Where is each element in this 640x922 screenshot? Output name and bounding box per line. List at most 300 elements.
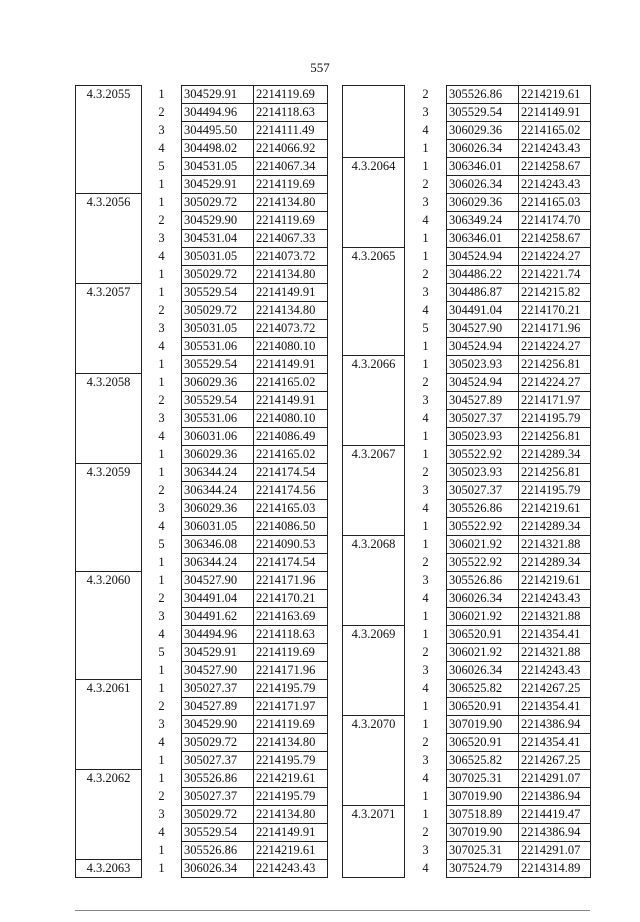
y-coordinate: 2214321.88: [519, 536, 591, 554]
x-coordinate: 305522.92: [447, 446, 519, 464]
table-row: [76, 482, 328, 500]
y-coordinate: 2214134.80: [254, 302, 328, 320]
x-coordinate: 306021.92: [447, 608, 519, 626]
y-coordinate: 2214086.50: [254, 518, 328, 536]
table-row: [343, 320, 591, 338]
point-number: 4: [405, 410, 447, 428]
point-number: 1: [142, 374, 182, 392]
y-coordinate: 2214165.02: [254, 374, 328, 392]
y-coordinate: 2214354.41: [519, 698, 591, 716]
table-row: [343, 302, 591, 320]
y-coordinate: 2214171.97: [254, 698, 328, 716]
table-row: [343, 122, 591, 140]
table-row: [76, 590, 328, 608]
point-number: 2: [142, 212, 182, 230]
x-coordinate: 306029.36: [182, 374, 254, 392]
y-coordinate: 2214219.61: [519, 500, 591, 518]
point-number: 1: [142, 446, 182, 464]
parcel-id: [76, 608, 142, 626]
point-number: 1: [405, 248, 447, 266]
table-row: [343, 626, 591, 644]
y-coordinate: 2214119.69: [254, 176, 328, 194]
parcel-id: [343, 410, 405, 428]
parcel-id: [76, 554, 142, 572]
parcel-id: [343, 374, 405, 392]
table-row: [76, 554, 328, 572]
parcel-id: [343, 428, 405, 446]
table-row: [76, 536, 328, 554]
x-coordinate: 306029.36: [447, 122, 519, 140]
parcel-id: [343, 860, 405, 878]
x-coordinate: 304494.96: [182, 104, 254, 122]
x-coordinate: 306344.24: [182, 554, 254, 572]
x-coordinate: 306026.34: [182, 860, 254, 878]
x-coordinate: 305029.72: [182, 806, 254, 824]
table-row: [343, 824, 591, 842]
parcel-id: [343, 284, 405, 302]
x-coordinate: 304524.94: [447, 248, 519, 266]
y-coordinate: 2214118.63: [254, 626, 328, 644]
table-row: [76, 374, 328, 392]
table-row: [343, 536, 591, 554]
table-row: [343, 572, 591, 590]
parcel-id: [343, 752, 405, 770]
point-number: 1: [405, 338, 447, 356]
y-coordinate: 2214354.41: [519, 626, 591, 644]
table-row: [76, 176, 328, 194]
parcel-id: [343, 338, 405, 356]
table-row: [76, 860, 328, 878]
y-coordinate: 2214267.25: [519, 752, 591, 770]
point-number: 1: [142, 176, 182, 194]
parcel-id: 4.3.2059: [76, 464, 142, 482]
point-number: 1: [142, 662, 182, 680]
x-coordinate: 307019.90: [447, 716, 519, 734]
point-number: 1: [405, 446, 447, 464]
point-number: 1: [405, 428, 447, 446]
x-coordinate: 307518.89: [447, 806, 519, 824]
point-number: 3: [142, 500, 182, 518]
point-number: 3: [142, 230, 182, 248]
point-number: 4: [405, 500, 447, 518]
table-row: [343, 230, 591, 248]
x-coordinate: 306520.91: [447, 698, 519, 716]
point-number: 3: [405, 842, 447, 860]
point-number: 1: [142, 266, 182, 284]
table-row: [343, 680, 591, 698]
point-number: 4: [142, 824, 182, 842]
y-coordinate: 2214086.49: [254, 428, 328, 446]
table-row: [76, 104, 328, 122]
table-row: [343, 410, 591, 428]
point-number: 2: [142, 104, 182, 122]
table-row: [76, 734, 328, 752]
table-row: [343, 554, 591, 572]
point-number: 1: [142, 554, 182, 572]
point-number: 3: [405, 482, 447, 500]
x-coordinate: 304527.89: [447, 392, 519, 410]
y-coordinate: 2214219.61: [254, 770, 328, 788]
table-row: [76, 158, 328, 176]
parcel-id: [76, 356, 142, 374]
parcel-id: [76, 716, 142, 734]
coordinates-table-right: [342, 85, 591, 878]
x-coordinate: 305526.86: [182, 770, 254, 788]
y-coordinate: 2214090.53: [254, 536, 328, 554]
table-row: [76, 518, 328, 536]
parcel-id: [343, 86, 405, 104]
parcel-id: [343, 266, 405, 284]
x-coordinate: 305522.92: [447, 554, 519, 572]
y-coordinate: 2214224.27: [519, 374, 591, 392]
parcel-id: [76, 248, 142, 266]
parcel-id: [76, 212, 142, 230]
parcel-id: [343, 518, 405, 536]
x-coordinate: 306026.34: [447, 590, 519, 608]
table-row: [76, 86, 328, 104]
y-coordinate: 2214073.72: [254, 320, 328, 338]
parcel-id: 4.3.2069: [343, 626, 405, 644]
table-row: [76, 842, 328, 860]
y-coordinate: 2214170.21: [519, 302, 591, 320]
table-row: [76, 320, 328, 338]
y-coordinate: 2214258.67: [519, 158, 591, 176]
parcel-id: [343, 644, 405, 662]
point-number: 4: [142, 626, 182, 644]
y-coordinate: 2214267.25: [519, 680, 591, 698]
table-row: [76, 464, 328, 482]
point-number: 3: [405, 392, 447, 410]
parcel-id: [343, 104, 405, 122]
parcel-id: [343, 590, 405, 608]
y-coordinate: 2214149.91: [254, 284, 328, 302]
table-row: [343, 518, 591, 536]
x-coordinate: 305027.37: [182, 752, 254, 770]
parcel-id: [76, 788, 142, 806]
page-number: 557: [310, 60, 330, 75]
y-coordinate: 2214170.21: [254, 590, 328, 608]
table-row: [343, 500, 591, 518]
x-coordinate: 306026.34: [447, 140, 519, 158]
x-coordinate: 306021.92: [447, 536, 519, 554]
x-coordinate: 305027.37: [447, 410, 519, 428]
y-coordinate: 2214134.80: [254, 266, 328, 284]
y-coordinate: 2214386.94: [519, 788, 591, 806]
y-coordinate: 2214165.02: [254, 446, 328, 464]
point-number: 3: [142, 122, 182, 140]
parcel-id: [76, 320, 142, 338]
parcel-id: 4.3.2058: [76, 374, 142, 392]
table-row: [76, 806, 328, 824]
point-number: 4: [142, 338, 182, 356]
point-number: 2: [405, 176, 447, 194]
point-number: 1: [405, 230, 447, 248]
point-number: 1: [405, 788, 447, 806]
table-row: [76, 662, 328, 680]
point-number: 1: [405, 806, 447, 824]
parcel-id: [76, 536, 142, 554]
x-coordinate: 304486.87: [447, 284, 519, 302]
parcel-id: [343, 140, 405, 158]
parcel-id: [76, 176, 142, 194]
table-row: [343, 248, 591, 266]
parcel-id: 4.3.2055: [76, 86, 142, 104]
parcel-id: [343, 698, 405, 716]
x-coordinate: 305029.72: [182, 194, 254, 212]
x-coordinate: 305526.86: [447, 572, 519, 590]
parcel-id: 4.3.2062: [76, 770, 142, 788]
point-number: 1: [142, 194, 182, 212]
parcel-id: [76, 500, 142, 518]
x-coordinate: 304498.02: [182, 140, 254, 158]
table-row: [343, 734, 591, 752]
y-coordinate: 2214256.81: [519, 428, 591, 446]
point-number: 5: [142, 536, 182, 554]
point-number: 2: [405, 266, 447, 284]
parcel-id: 4.3.2063: [76, 860, 142, 878]
y-coordinate: 2214134.80: [254, 194, 328, 212]
y-coordinate: 2214111.49: [254, 122, 328, 140]
y-coordinate: 2214419.47: [519, 806, 591, 824]
y-coordinate: 2214386.94: [519, 716, 591, 734]
point-number: 1: [405, 698, 447, 716]
y-coordinate: 2214291.07: [519, 770, 591, 788]
table-row: [343, 698, 591, 716]
parcel-id: [343, 482, 405, 500]
x-coordinate: 306525.82: [447, 752, 519, 770]
x-coordinate: 305029.72: [182, 302, 254, 320]
x-coordinate: 305526.86: [447, 86, 519, 104]
parcel-id: 4.3.2064: [343, 158, 405, 176]
y-coordinate: 2214314.89: [519, 860, 591, 878]
x-coordinate: 304527.90: [447, 320, 519, 338]
parcel-id: [343, 194, 405, 212]
y-coordinate: 2214215.82: [519, 284, 591, 302]
point-number: 1: [405, 518, 447, 536]
x-coordinate: 305529.54: [447, 104, 519, 122]
x-coordinate: 305529.54: [182, 824, 254, 842]
point-number: 3: [405, 572, 447, 590]
parcel-id: [343, 788, 405, 806]
parcel-id: [76, 698, 142, 716]
table-row: [76, 500, 328, 518]
y-coordinate: 2214134.80: [254, 806, 328, 824]
parcel-id: [343, 464, 405, 482]
parcel-id: 4.3.2061: [76, 680, 142, 698]
x-coordinate: 304491.04: [182, 590, 254, 608]
y-coordinate: 2214119.69: [254, 212, 328, 230]
x-coordinate: 306349.24: [447, 212, 519, 230]
point-number: 3: [142, 320, 182, 338]
point-number: 3: [142, 806, 182, 824]
table-row: [343, 608, 591, 626]
y-coordinate: 2214195.79: [254, 680, 328, 698]
table-row: [343, 266, 591, 284]
table-row: [343, 338, 591, 356]
y-coordinate: 2214080.10: [254, 410, 328, 428]
y-coordinate: 2214171.97: [519, 392, 591, 410]
x-coordinate: 307524.79: [447, 860, 519, 878]
parcel-id: [76, 266, 142, 284]
table-row: [343, 284, 591, 302]
y-coordinate: 2214149.91: [254, 356, 328, 374]
x-coordinate: 304527.89: [182, 698, 254, 716]
x-coordinate: 305029.72: [182, 266, 254, 284]
table-row: [76, 770, 328, 788]
table-row: [76, 284, 328, 302]
parcel-id: [343, 302, 405, 320]
point-number: 3: [142, 410, 182, 428]
table-row: [343, 212, 591, 230]
point-number: 2: [405, 86, 447, 104]
point-number: 4: [142, 428, 182, 446]
table-row: [76, 752, 328, 770]
x-coordinate: 306344.24: [182, 464, 254, 482]
y-coordinate: 2214219.61: [519, 572, 591, 590]
table-row: [76, 698, 328, 716]
point-number: 2: [142, 392, 182, 410]
point-number: 4: [405, 122, 447, 140]
x-coordinate: 306029.36: [182, 446, 254, 464]
point-number: 1: [405, 608, 447, 626]
y-coordinate: 2214134.80: [254, 734, 328, 752]
parcel-id: [76, 446, 142, 464]
table-row: [343, 464, 591, 482]
point-number: 4: [405, 302, 447, 320]
point-number: 3: [405, 194, 447, 212]
x-coordinate: 306520.91: [447, 626, 519, 644]
parcel-id: [76, 122, 142, 140]
parcel-id: [76, 104, 142, 122]
point-number: 3: [405, 752, 447, 770]
parcel-id: 4.3.2071: [343, 806, 405, 824]
y-coordinate: 2214163.69: [254, 608, 328, 626]
point-number: 3: [142, 716, 182, 734]
point-number: 5: [142, 158, 182, 176]
y-coordinate: 2214243.43: [254, 860, 328, 878]
y-coordinate: 2214219.61: [254, 842, 328, 860]
point-number: 4: [405, 860, 447, 878]
parcel-id: 4.3.2060: [76, 572, 142, 590]
x-coordinate: 305531.06: [182, 338, 254, 356]
table-row: [343, 140, 591, 158]
y-coordinate: 2214149.91: [254, 824, 328, 842]
table-row: [76, 716, 328, 734]
table-row: [343, 662, 591, 680]
parcel-id: [76, 428, 142, 446]
table-row: [76, 626, 328, 644]
y-coordinate: 2214243.43: [519, 590, 591, 608]
y-coordinate: 2214171.96: [254, 662, 328, 680]
y-coordinate: 2214243.43: [519, 176, 591, 194]
point-number: 4: [142, 734, 182, 752]
parcel-id: 4.3.2056: [76, 194, 142, 212]
point-number: 3: [405, 284, 447, 302]
point-number: 4: [405, 590, 447, 608]
table-row: [343, 194, 591, 212]
parcel-id: [76, 338, 142, 356]
x-coordinate: 304531.05: [182, 158, 254, 176]
y-coordinate: 2214066.92: [254, 140, 328, 158]
x-coordinate: 307019.90: [447, 788, 519, 806]
parcel-id: [76, 842, 142, 860]
y-coordinate: 2214224.27: [519, 338, 591, 356]
parcel-id: [343, 230, 405, 248]
table-row: [76, 194, 328, 212]
x-coordinate: 304531.04: [182, 230, 254, 248]
y-coordinate: 2214171.96: [519, 320, 591, 338]
x-coordinate: 304491.04: [447, 302, 519, 320]
parcel-id: [343, 392, 405, 410]
x-coordinate: 306346.01: [447, 230, 519, 248]
x-coordinate: 305027.37: [182, 680, 254, 698]
point-number: 3: [405, 104, 447, 122]
x-coordinate: 304527.90: [182, 662, 254, 680]
x-coordinate: 304529.90: [182, 212, 254, 230]
x-coordinate: 304524.94: [447, 374, 519, 392]
x-coordinate: 306031.05: [182, 518, 254, 536]
y-coordinate: 2214080.10: [254, 338, 328, 356]
y-coordinate: 2214256.81: [519, 464, 591, 482]
parcel-id: [76, 806, 142, 824]
y-coordinate: 2214256.81: [519, 356, 591, 374]
table-row: [76, 410, 328, 428]
parcel-id: [343, 734, 405, 752]
point-number: 4: [142, 518, 182, 536]
parcel-id: [343, 212, 405, 230]
point-number: 1: [142, 284, 182, 302]
point-number: 1: [405, 158, 447, 176]
x-coordinate: 306026.34: [447, 176, 519, 194]
point-number: 4: [405, 770, 447, 788]
x-coordinate: 307019.90: [447, 824, 519, 842]
point-number: 2: [142, 698, 182, 716]
x-coordinate: 304491.62: [182, 608, 254, 626]
point-number: 1: [142, 356, 182, 374]
y-coordinate: 2214354.41: [519, 734, 591, 752]
parcel-id: 4.3.2068: [343, 536, 405, 554]
x-coordinate: 305029.72: [182, 734, 254, 752]
y-coordinate: 2214224.27: [519, 248, 591, 266]
y-coordinate: 2214174.54: [254, 464, 328, 482]
table-row: [343, 788, 591, 806]
table-row: [76, 644, 328, 662]
point-number: 1: [142, 86, 182, 104]
x-coordinate: 306029.36: [182, 500, 254, 518]
x-coordinate: 306346.01: [447, 158, 519, 176]
point-number: 2: [405, 734, 447, 752]
parcel-id: 4.3.2057: [76, 284, 142, 302]
table-row: [76, 266, 328, 284]
parcel-id: 4.3.2067: [343, 446, 405, 464]
x-coordinate: 305526.86: [182, 842, 254, 860]
point-number: 1: [142, 770, 182, 788]
x-coordinate: 307025.31: [447, 770, 519, 788]
point-number: 1: [142, 752, 182, 770]
y-coordinate: 2214321.88: [519, 644, 591, 662]
x-coordinate: 304486.22: [447, 266, 519, 284]
coordinates-table-left: [75, 85, 328, 878]
parcel-id: [76, 410, 142, 428]
table-row: [343, 158, 591, 176]
y-coordinate: 2214174.54: [254, 554, 328, 572]
x-coordinate: 305023.93: [447, 464, 519, 482]
parcel-id: [343, 662, 405, 680]
y-coordinate: 2214386.94: [519, 824, 591, 842]
y-coordinate: 2214149.91: [254, 392, 328, 410]
parcel-id: [343, 608, 405, 626]
point-number: 4: [405, 212, 447, 230]
